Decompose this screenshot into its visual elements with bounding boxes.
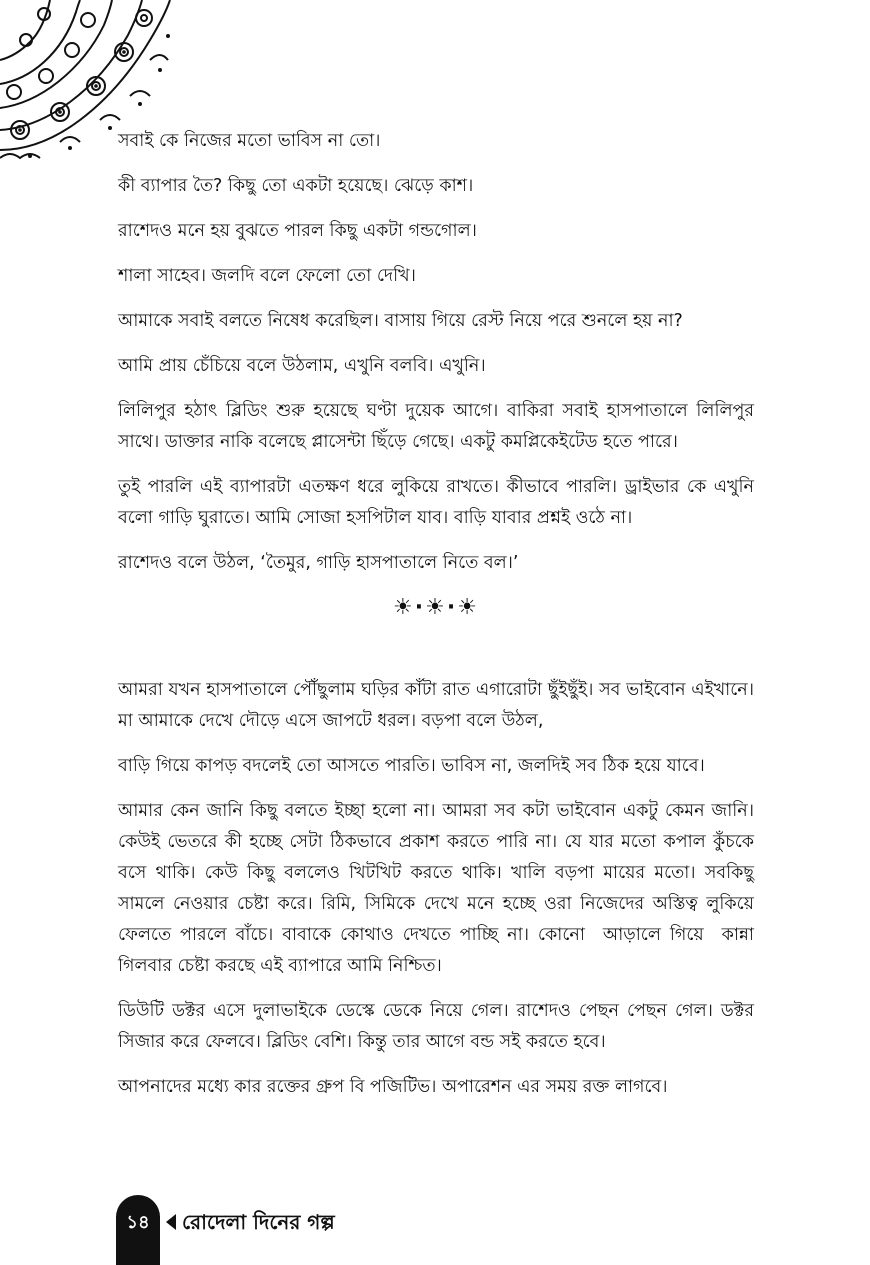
page-number: ১৪ [116, 1195, 160, 1265]
paragraph: লিলিপুর হঠাৎ ব্লিডিং শুরু হয়েছে ঘণ্টা দুয়েক আগে। বাকিরা সবাই হাসপাতালে লিলিপুর সাথে। ডাক্তার নাকি বলেছে প্লাসেন্টা ছিঁড়ে গেছে। একটু কমপ্লিকেইটেড হতে পারে। [118, 401, 760, 452]
paragraph: আমি প্রায় চেঁচিয়ে বলে উঠলাম, এখুনি বলবি। এখুনি। [118, 356, 486, 376]
section-break-ornament [118, 593, 754, 623]
paragraph: কী ব্যাপার তৈ? কিছু তো একটা হয়েছে। ঝেড়ে কাশ। [118, 176, 474, 196]
left-arrow-icon [166, 1214, 176, 1230]
paragraph: রাশেদও মনে হয় বুঝতে পারল কিছু একটা গন্ডগোল। [118, 221, 477, 241]
paragraph: আমাকে সবাই বলতে নিষেধ করেছিল। বাসায় গিয়ে রেস্ট নিয়ে পরে শুনলে হয় না? [118, 311, 683, 331]
book-title: রোদেলা দিনের গল্প [182, 1210, 335, 1234]
paragraph: রাশেদও বলে উঠল, ‘তৈমুর, গাড়ি হাসপাতালে নিতে বল।’ [118, 553, 519, 573]
paragraph: তুই পারলি এই ব্যাপারটা এতক্ষণ ধরে লুকিয়ে রাখতে। কীভাবে পারলি। ড্রাইভার কে এখুনি বলো গাড়ি ঘুরাতে। আমি সোজা হসপিটাল যাব। বাড়ি যাবার প্রশ্নই ওঠে না। [118, 477, 760, 528]
page-footer [116, 1195, 516, 1265]
paragraph: ডিউটি ডক্টর এসে দুলাভাইকে ডেস্কে ডেকে নিয়ে গেল। রাশেদও পেছন পেছন গেল। ডক্টর সিজার করে ফেলবে। ব্লিডিং বেশি। কিন্তু তার আগে বন্ড সই করতে হবে। [118, 1001, 760, 1052]
paragraph: আমরা যখন হাসপাতালে পৌঁছুলাম ঘড়ির কাঁটা রাত এগারোটা ছুঁইছুঁই। সব ভাইবোন এইখানে। মা আমাকে দেখে দৌড়ে এসে জাপটে ধরল। বড়পা বলে উঠল, [118, 680, 760, 731]
paragraph: আমার কেন জানি কিছু বলতে ইচ্ছা হলো না। আমরা সব কটা ভাইবোন একটু কেমন জানি। কেউই ভেতরে কী হচ্ছে সেটা ঠিকভাবে প্রকাশ করতে পারি না। যে যার মতো কপাল কুঁচকে বসে থাকি। কেউ কিছু বললেও খিটখিট করতে থাকি। খালি বড়পা মায়ের মতো। সবকিছু সামলে নেওয়ার চেষ্টা করে। রিমি, সিমিকে দেখে মনে হচ্ছে ওরা নিজেদের অস্তিত্ব লুকিয়ে ফেলতে পারলে বাঁচে। বাবাকে কোথাও দেখতে পাচ্ছি না। কোনো আড়ালে গিয়ে কান্না গিলবার চেষ্টা করছে এই ব্যাপারে আমি নিশ্চিত। [118, 801, 760, 976]
paragraph: শালা সাহেব। জলদি বলে ফেলো তো দেখি। [118, 266, 416, 286]
page-body [118, 126, 760, 1117]
paragraph: আপনাদের মধ্যে কার রক্তের গ্রুপ বি পজিটিভ। অপারেশন এর সময় রক্ত লাগবে। [118, 1077, 668, 1097]
paragraph: সবাই কে নিজের মতো ভাবিস না তো। [118, 131, 381, 151]
sun-icon-row: ☀·☀·☀ [393, 595, 479, 620]
paragraph: বাড়ি গিয়ে কাপড় বদলেই তো আসতে পারতি। ভাবিস না, জলদিই সব ঠিক হয়ে যাবে। [118, 756, 705, 776]
